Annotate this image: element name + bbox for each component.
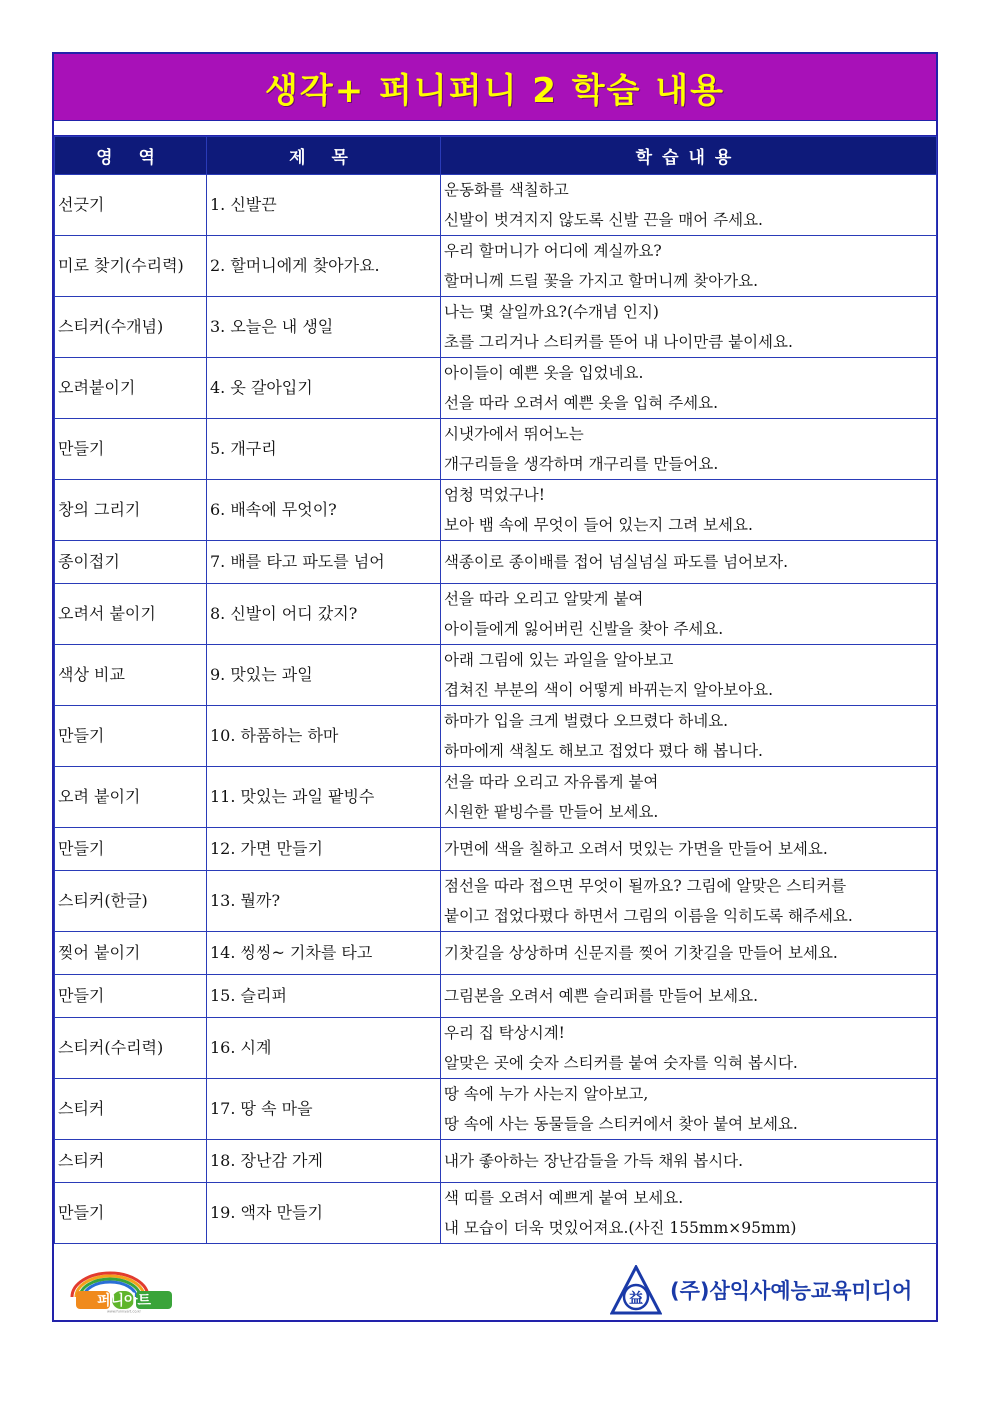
content-line: 땅 속에 누가 사는지 알아보고, <box>444 1085 649 1103</box>
cell-subject: 19. 액자 만들기 <box>207 1183 441 1244</box>
cell-content <box>441 1018 937 1079</box>
cell-subject: 12. 가면 만들기 <box>207 828 441 871</box>
cell-content <box>441 175 937 236</box>
content-line: 가면에 색을 칠하고 오려서 멋있는 가면을 만들어 보세요. <box>444 840 828 858</box>
cell-content <box>441 1183 937 1244</box>
content-line: 내 모습이 더욱 멋있어져요.(사진 155mm×95mm) <box>444 1219 797 1237</box>
content-line: 아이들이 예쁜 옷을 입었네요. <box>444 364 644 382</box>
content-line: 아래 그림에 있는 과일을 알아보고 <box>444 651 674 669</box>
table-row <box>55 584 937 645</box>
cell-content <box>441 871 937 932</box>
cell-subject: 5. 개구리 <box>207 419 441 480</box>
table-row <box>55 480 937 541</box>
title-spacer <box>54 120 936 136</box>
content-line: 점선을 따라 접으면 무엇이 될까요? 그림에 알맞은 스티커를 <box>444 877 847 895</box>
cell-content <box>441 1079 937 1140</box>
curriculum-table <box>54 136 937 1244</box>
cell-area: 오려 붙이기 <box>55 767 207 828</box>
cell-content <box>441 767 937 828</box>
cell-subject: 14. 씽씽~ 기차를 타고 <box>207 932 441 975</box>
content-line: 엄청 먹었구나! <box>444 486 545 504</box>
cell-subject: 17. 땅 속 마을 <box>207 1079 441 1140</box>
content-line: 보아 뱀 속에 무엇이 들어 있는지 그려 보세요. <box>444 516 753 534</box>
table-row <box>55 828 937 871</box>
table-row <box>55 767 937 828</box>
cell-subject: 13. 뭘까? <box>207 871 441 932</box>
cell-subject: 15. 슬리퍼 <box>207 975 441 1018</box>
cell-content <box>441 297 937 358</box>
table-row <box>55 871 937 932</box>
table-row <box>55 297 937 358</box>
cell-subject: 7. 배를 타고 파도를 넘어 <box>207 541 441 584</box>
content-line: 시원한 팥빙수를 만들어 보세요. <box>444 803 659 821</box>
cell-area: 만들기 <box>55 975 207 1018</box>
content-line: 나는 몇 살일까요?(수개념 인지) <box>444 303 659 321</box>
footer <box>54 1261 936 1320</box>
table-row <box>55 706 937 767</box>
content-line: 우리 할머니가 어디에 계실까요? <box>444 242 662 260</box>
content-line: 초를 그리거나 스티커를 뜯어 내 나이만큼 붙이세요. <box>444 333 793 351</box>
cell-area: 스티커(수개념) <box>55 297 207 358</box>
content-line: 알맞은 곳에 숫자 스티커를 붙여 숫자를 익혀 봅시다. <box>444 1054 798 1072</box>
cell-subject: 2. 할머니에게 찾아가요. <box>207 236 441 297</box>
cell-subject: 4. 옷 갈아입기 <box>207 358 441 419</box>
cell-area: 스티커 <box>55 1079 207 1140</box>
table-row <box>55 541 937 584</box>
table-row <box>55 358 937 419</box>
content-line: 신발이 벗겨지지 않도록 신발 끈을 매어 주세요. <box>444 211 763 229</box>
cell-subject: 9. 맛있는 과일 <box>207 645 441 706</box>
cell-area: 찢어 붙이기 <box>55 932 207 975</box>
cell-area: 만들기 <box>55 706 207 767</box>
content-line: 우리 집 탁상시계! <box>444 1024 565 1042</box>
cell-area: 스티커(한글) <box>55 871 207 932</box>
table-row <box>55 1183 937 1244</box>
cell-area: 만들기 <box>55 1183 207 1244</box>
table-row <box>55 175 937 236</box>
cell-area: 스티커(수리력) <box>55 1018 207 1079</box>
cell-area: 창의 그리기 <box>55 480 207 541</box>
company-emblem-icon <box>610 1265 662 1317</box>
page-title: 생각+ 퍼니퍼니 2 학습 내용 <box>265 70 725 111</box>
cell-content <box>441 828 937 871</box>
content-line: 하마가 입을 크게 벌렸다 오므렸다 하네요. <box>444 712 729 730</box>
cell-content <box>441 419 937 480</box>
title-bar <box>54 54 936 120</box>
table-row <box>55 419 937 480</box>
cell-area: 스티커 <box>55 1140 207 1183</box>
content-line: 개구리들을 생각하며 개구리를 만들어요. <box>444 455 719 473</box>
document-sheet <box>52 52 938 1322</box>
content-line: 시냇가에서 뛰어노는 <box>444 425 584 443</box>
cell-subject: 1. 신발끈 <box>207 175 441 236</box>
cell-content <box>441 236 937 297</box>
header-area: 영 역 <box>55 137 207 175</box>
content-line: 하마에게 색칠도 해보고 접었다 폈다 해 봅니다. <box>444 742 763 760</box>
table-row <box>55 1140 937 1183</box>
cell-content <box>441 645 937 706</box>
cell-area: 만들기 <box>55 419 207 480</box>
cell-area: 미로 찾기(수리력) <box>55 236 207 297</box>
cell-subject: 11. 맛있는 과일 팥빙수 <box>207 767 441 828</box>
logo-left-text: 퍼니아트 <box>96 1293 152 1309</box>
cell-area: 종이접기 <box>55 541 207 584</box>
cell-subject: 16. 시계 <box>207 1018 441 1079</box>
content-line: 내가 좋아하는 장난감들을 가득 채워 봅시다. <box>444 1152 744 1170</box>
table-row <box>55 975 937 1018</box>
header-subject: 제 목 <box>207 137 441 175</box>
cell-content <box>441 480 937 541</box>
content-line: 선을 따라 오리고 자유롭게 붙여 <box>444 773 659 791</box>
content-line: 붙이고 접었다폈다 하면서 그림의 이름을 익히도록 해주세요. <box>444 907 853 925</box>
table-row <box>55 1018 937 1079</box>
table-body <box>55 175 937 1244</box>
cell-content <box>441 1140 937 1183</box>
cell-area: 오려붙이기 <box>55 358 207 419</box>
table-row <box>55 236 937 297</box>
cell-area: 만들기 <box>55 828 207 871</box>
content-line: 기찻길을 상상하며 신문지를 찢어 기찻길을 만들어 보세요. <box>444 944 838 962</box>
cell-subject: 6. 배속에 무엇이? <box>207 480 441 541</box>
cell-subject: 18. 장난감 가게 <box>207 1140 441 1183</box>
funnyart-logo <box>68 1267 178 1313</box>
cell-area: 오려서 붙이기 <box>55 584 207 645</box>
cell-subject: 3. 오늘은 내 생일 <box>207 297 441 358</box>
header-content: 학습내용 <box>441 137 937 175</box>
content-line: 할머니께 드릴 꽃을 가지고 할머니께 찾아가요. <box>444 272 759 290</box>
content-line: 운동화를 색칠하고 <box>444 181 569 199</box>
cell-subject: 8. 신발이 어디 갔지? <box>207 584 441 645</box>
table-header-row <box>55 137 937 175</box>
cell-area: 색상 비교 <box>55 645 207 706</box>
cell-content <box>441 932 937 975</box>
emblem-glyph: 益 <box>629 1291 643 1307</box>
cell-content <box>441 358 937 419</box>
table-row <box>55 932 937 975</box>
content-line: 땅 속에 사는 동물들을 스티커에서 찾아 붙여 보세요. <box>444 1115 798 1133</box>
content-line: 선을 따라 오리고 알맞게 붙여 <box>444 590 644 608</box>
content-line: 그림본을 오려서 예쁜 슬리퍼를 만들어 보세요. <box>444 987 759 1005</box>
cell-content <box>441 975 937 1018</box>
company-logo <box>610 1265 930 1317</box>
cell-subject: 10. 하품하는 하마 <box>207 706 441 767</box>
cell-content <box>441 706 937 767</box>
content-line: 아이들에게 잃어버린 신발을 찾아 주세요. <box>444 620 724 638</box>
table-row <box>55 1079 937 1140</box>
content-line: 색종이로 종이배를 접어 넘실넘실 파도를 넘어보자. <box>444 553 788 571</box>
company-name: (주)삼익사예능교육미디어 <box>670 1279 913 1303</box>
cell-content <box>441 541 937 584</box>
cell-area: 선긋기 <box>55 175 207 236</box>
content-line: 선을 따라 오려서 예쁜 옷을 입혀 주세요. <box>444 394 719 412</box>
table-row <box>55 645 937 706</box>
content-line: 색 띠를 오려서 예쁘게 붙여 보세요. <box>444 1189 684 1207</box>
cell-content <box>441 584 937 645</box>
logo-left-url: www.funnyart.co.kr <box>107 1309 141 1313</box>
content-line: 겹쳐진 부분의 색이 어떻게 바뀌는지 알아보아요. <box>444 681 774 699</box>
